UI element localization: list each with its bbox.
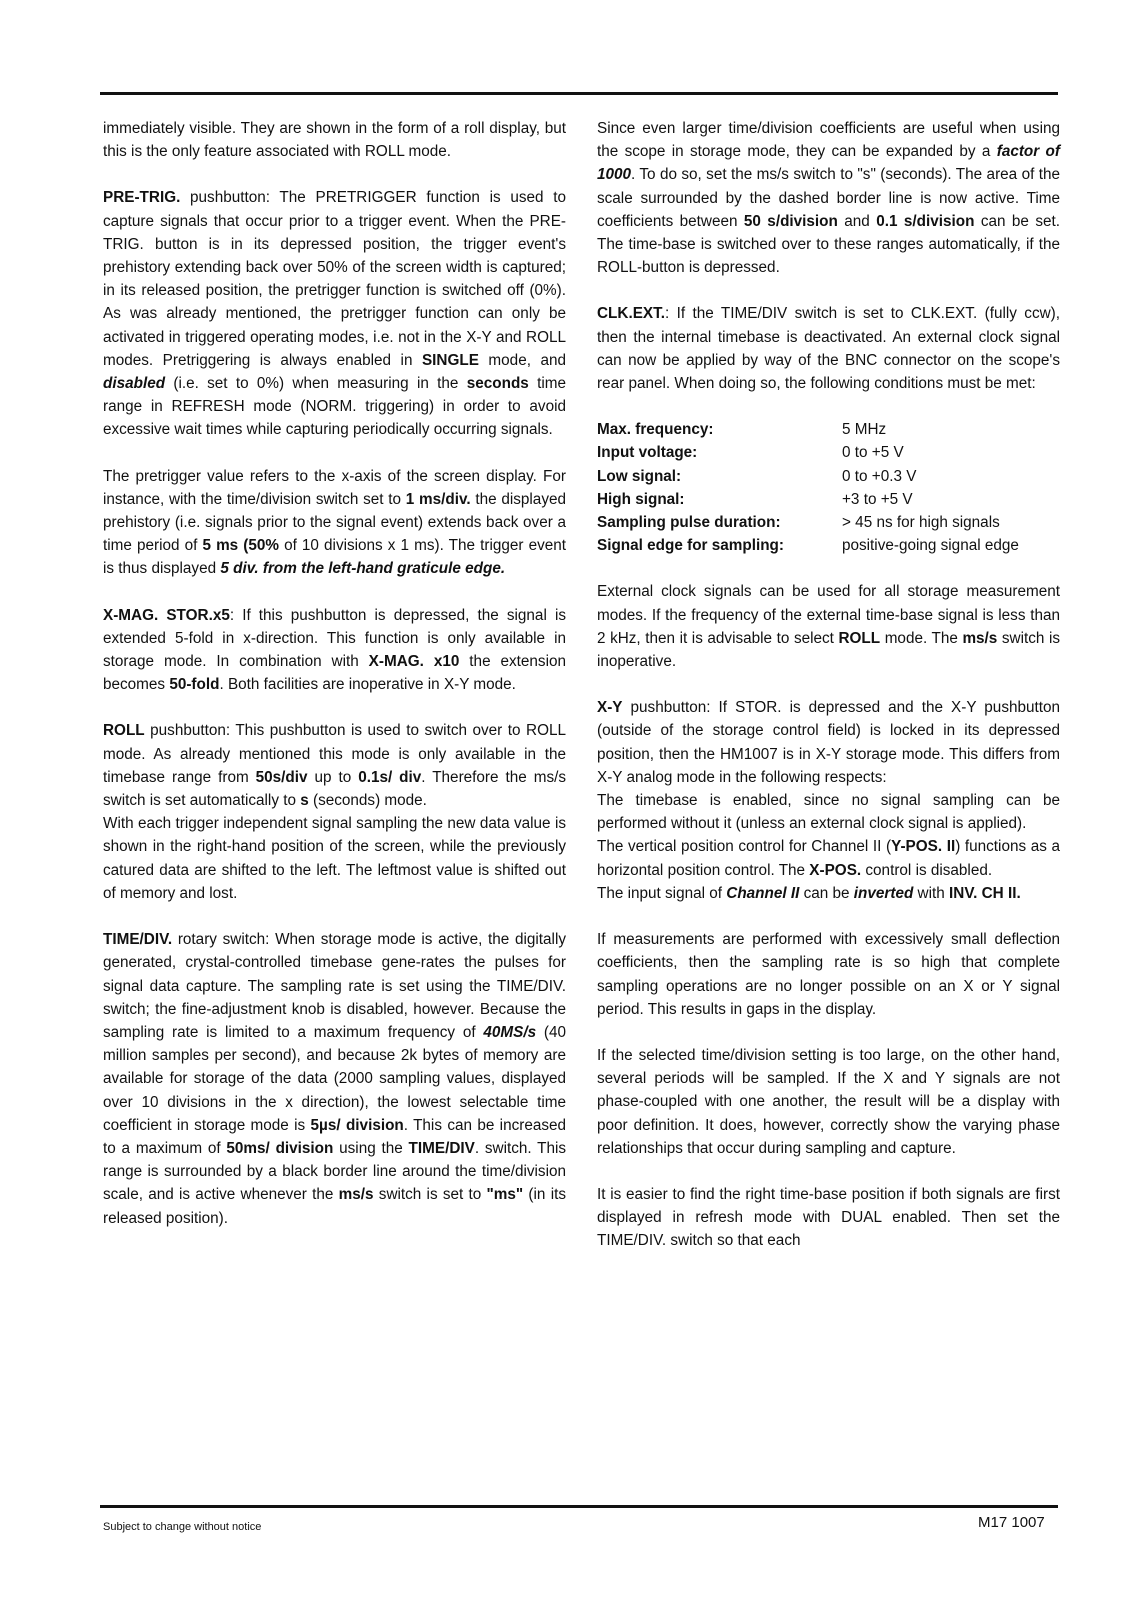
table-row: Max. frequency: 5 MHz bbox=[597, 421, 887, 439]
paragraph-roll-sampling: With each trigger independent signal sampling the new data value is shown in the right-hand position of the screen, while the previously catured data are shifted to the left. The leftmost value is shifted out of memory and lost. bbox=[103, 815, 566, 902]
table-row: Sampling pulse duration: > 45 ns for high signals bbox=[597, 514, 1000, 532]
x-mag-heading: X-MAG. STOR.x5 bbox=[103, 606, 230, 624]
paragraph-roll-display: immediately visible. They are shown in the form of a roll display, but this is the only feature associated with ROLL mode. bbox=[103, 120, 566, 161]
paragraph-x-y-timebase: The timebase is enabled, since no signal sampling can be performed without it (unless an external clock signal is applied). bbox=[597, 792, 1060, 833]
paragraph-clk-ext: CLK.EXT.: If the TIME/DIV switch is set to CLK.EXT. (fully ccw), then the internal timebase is deactivated. An external clock signal can now be applied by way of the BNC connector on the scope's rear panel. When doing so, the following conditions must be met: bbox=[597, 305, 1060, 393]
paragraph-pretrigger-value: The pretrigger value refers to the x-axis of the screen display. For instance, with the time/division switch set to 1 ms/div. the displayed prehistory (i.e. signals prior to the signal event) extends back over a time period of 5 ms (50% of 10 divisions x 1 ms). The trigger event is thus displayed 5 div. from the left-hand graticule edge. bbox=[103, 467, 567, 578]
paragraph-small-coefficients: If measurements are performed with excessively small deflection coefficients, then the sampling rate is so high that complete sampling operations are no longer possible on an X or Y signal period. This results in gaps in the display. bbox=[597, 931, 1060, 1018]
paragraph-expand: Since even larger time/division coefficients are useful when using the scope in storage mode, they can be expanded by a factor of 1000. To do so, set the ms/s switch to "s" (seconds). The area of the scale surrounded by the dashed border line is now active. Time coefficients between 50 s/division and 0.1 s/division can be set. The time-base is switched over to these ranges automatically, if the ROLL-button is depressed. bbox=[597, 120, 1060, 277]
x-y-heading: X-Y bbox=[597, 699, 623, 717]
time-div-heading: TIME/DIV. bbox=[103, 931, 173, 949]
roll-heading: ROLL bbox=[103, 722, 145, 740]
left-column bbox=[103, 117, 566, 1253]
paragraph-easier: It is easier to find the right time-base position if both signals are first displayed in refresh mode with DUAL enabled. Then set the TIME/DIV. switch so that each bbox=[597, 1185, 1060, 1250]
table-row: Signal edge for sampling: positive-going signal edge bbox=[597, 537, 1019, 555]
paragraph-pre-trig: PRE-TRIG. pushbutton: The PRETRIGGER function is used to capture signals that occur prior to a trigger event. When the PRE-TRIG. button is in its depressed position, the trigger event's prehistory extending back over 50% of the screen width is captured; in its released position, the pretrigger function is switched off (0%). As was already mentioned, the pretrigger function can only be activated in triggered operating modes, i.e. not in the X-Y and ROLL modes. Pretriggering is always enabled in SINGLE mode, and disabled (i.e. set to 0%) when measuring in the seconds time range in REFRESH mode (NORM. triggering) in order to avoid excessive wait times while capturing periodically occurring signals. bbox=[103, 189, 566, 439]
paragraph-x-y-invert: The input signal of Channel II can be inverted with INV. CH II. bbox=[597, 884, 1021, 902]
bottom-rule bbox=[100, 1505, 1058, 1508]
paragraph-roll: ROLL pushbutton: This pushbutton is used to switch over to ROLL mode. As already mentioned this mode is only available in the timebase range from 50s/div up to 0.1s/ div. Therefore the ms/s switch is set automatically to s (seconds) mode. bbox=[103, 722, 566, 810]
top-rule bbox=[100, 92, 1058, 95]
table-row: High signal: +3 to +5 V bbox=[597, 490, 913, 508]
paragraph-x-mag: X-MAG. STOR.x5: If this pushbutton is depressed, the signal is extended 5-fold in x-direction. This function is only available in storage mode. In combination with X-MAG. x10 the extension becomes 50-fold. Both facilities are inoperative in X-Y mode. bbox=[103, 606, 566, 694]
paragraph-time-div: TIME/DIV. rotary switch: When storage mode is active, the digitally generated, crystal-controlled timebase gene-rates the pulses for signal data capture. The sampling rate is set using the TIME/DIV. switch; the fine-adjustment knob is disabled, however. Because the sampling rate is limited to a maximum frequency of 40MS/s (40 million samples per second), and because 2k bytes of memory are available for storage of the data (2000 sampling values, displayed over 10 divisions in the x direction), the lowest selectable time coefficient in storage mode is 5µs/ division. This can be increased to a maximum of 50ms/ division using the TIME/DIV. switch. This range is surrounded by a black border line around the time/division scale, and is active whenever the ms/s switch is set to "ms" (in its released position). bbox=[103, 931, 567, 1227]
page-code: M17 1007 bbox=[978, 1514, 1045, 1531]
clk-ext-heading: CLK.EXT. bbox=[597, 305, 665, 323]
paragraph-x-y: X-Y pushbutton: If STOR. is depressed and the X-Y pushbutton (outside of the storage control field) is locked in its depressed position, then the HM1007 is in X-Y storage mode. This differs from X-Y analog mode in the following respects: bbox=[597, 699, 1060, 786]
paragraph-external-clock: External clock signals can be used for all storage measurement modes. If the frequency of the external time-base signal is less than 2 kHz, then it is advisable to select ROLL mode. The ms/s switch is inoperative. bbox=[597, 583, 1060, 671]
conditions-table bbox=[597, 418, 1019, 557]
footer-notice: Subject to change without notice bbox=[103, 1521, 262, 1533]
paragraph-x-y-position: The vertical position control for Channel II (Y-POS. II) functions as a horizontal position control. The X-POS. control is disabled. bbox=[597, 838, 1060, 879]
right-column bbox=[597, 117, 1060, 1276]
table-row: Input voltage: 0 to +5 V bbox=[597, 444, 904, 462]
pre-trig-heading: PRE-TRIG. bbox=[103, 189, 181, 207]
paragraph-large-setting: If the selected time/division setting is too large, on the other hand, several periods will be sampled. If the X and Y signals are not phase-coupled with one another, the result will be a display with poor definition. It does, however, correctly show the varying phase relationships that occur during sampling and capture. bbox=[597, 1046, 1060, 1157]
table-row: Low signal: 0 to +0.3 V bbox=[597, 467, 917, 485]
